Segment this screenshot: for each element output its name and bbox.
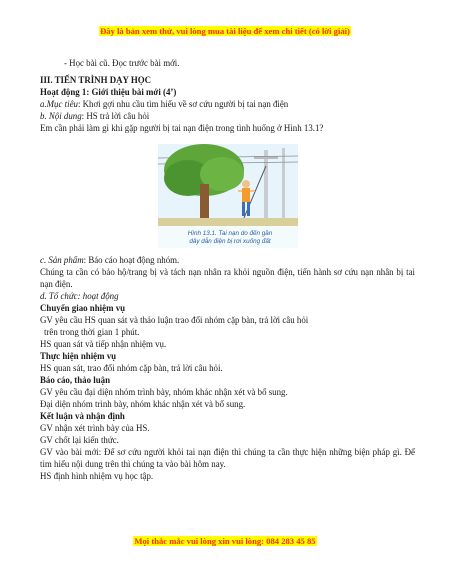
figure-illustration	[158, 144, 298, 248]
prep-line: - Học bài cũ. Đọc trước bài mới.	[64, 58, 180, 68]
step3-title: Báo cáo, thảo luận	[40, 374, 111, 385]
step2-line1: HS quan sát, trao đổi nhóm cặp bàn, trả lời câu hỏi.	[40, 362, 223, 373]
product-text: : Báo cáo hoạt động nhóm.	[83, 254, 180, 265]
step3-line2: Đại diện nhóm trình bày, nhóm khác nhận xét và bổ sung.	[40, 398, 246, 409]
content-text: : HS trả lời câu hỏi	[81, 110, 150, 121]
step1-line3: HS quan sát và tiếp nhận nhiệm vụ.	[40, 338, 167, 349]
goal-label: a.Mục tiêu	[40, 98, 78, 109]
content-label: b. Nội dung	[40, 110, 82, 121]
product-detail: Chúng ta cần có bảo hộ/trang bị và tách nạn nhân ra khỏi nguồn điện, tiến hành sơ cứu nạn nhân bị tai nạn điện.	[40, 266, 415, 289]
step1-line1: GV yêu cầu HS quan sát và thảo luận trao đổi nhóm cặp bàn, trả lời câu hỏi	[40, 314, 309, 325]
step4-title: Kết luận và nhận định	[40, 410, 125, 421]
question-line: Em cần phải làm gì khi gặp người bị tai nạn điện trong tình huống ở Hình 13.1?	[40, 122, 324, 133]
goal-text: : Khơi gợi nhu cầu tìm hiểu về sơ cứu người bị tai nạn điện	[77, 98, 289, 109]
figure-caption-line2: dây dẫn điện bị rơi xuống đất	[189, 237, 271, 245]
step2-title: Thực hiện nhiệm vụ	[40, 350, 117, 361]
document-page	[40, 57, 415, 482]
step4-line4: HS định hình nhiệm vụ học tập.	[40, 470, 154, 481]
step1-line2: trên trong thời gian 1 phút.	[44, 326, 140, 337]
content-line	[40, 110, 415, 122]
step1-title: Chuyển giao nhiệm vụ	[40, 302, 126, 313]
header-banner-text: Đây là bản xem thử, vui lòng mua tài liệu để xem chi tiết (có lời giải)	[100, 26, 350, 36]
step4-line1: GV nhận xét trình bày của HS.	[40, 422, 150, 433]
step4-line3: GV vào bài mới: Để sơ cứu người khỏi tai nạn điện thì chúng ta cần thực hiện những biện pháp gì. Để tìm hiểu nội dung trên thì chúng ta vào bài hôm nay.	[40, 446, 415, 469]
goal-line	[40, 98, 415, 110]
section-title: III. TIẾN TRÌNH DẠY HỌC	[40, 74, 152, 85]
footer-banner	[0, 536, 450, 547]
organize-line: d. Tổ chức: hoạt động	[40, 290, 119, 301]
step4-line2: GV chốt lại kiến thức.	[40, 434, 119, 445]
step3-line1: GV yêu cầu đại diện nhóm trình bày, nhóm khác nhận xét và bổ sung.	[40, 386, 288, 397]
product-label: c. Sản phẩm	[40, 254, 84, 265]
figure-caption-line1: Hình 13.1. Tai nạn do đến gần	[187, 229, 273, 237]
footer-banner-text: Mọi thắc mắc vui lòng xin vui lòng: 084 283 45 85	[134, 536, 316, 546]
header-banner	[0, 26, 450, 37]
product-line	[40, 254, 415, 266]
figure-13-1	[158, 144, 298, 248]
activity-title: Hoạt động 1: Giới thiệu bài mới (4’)	[40, 86, 177, 97]
